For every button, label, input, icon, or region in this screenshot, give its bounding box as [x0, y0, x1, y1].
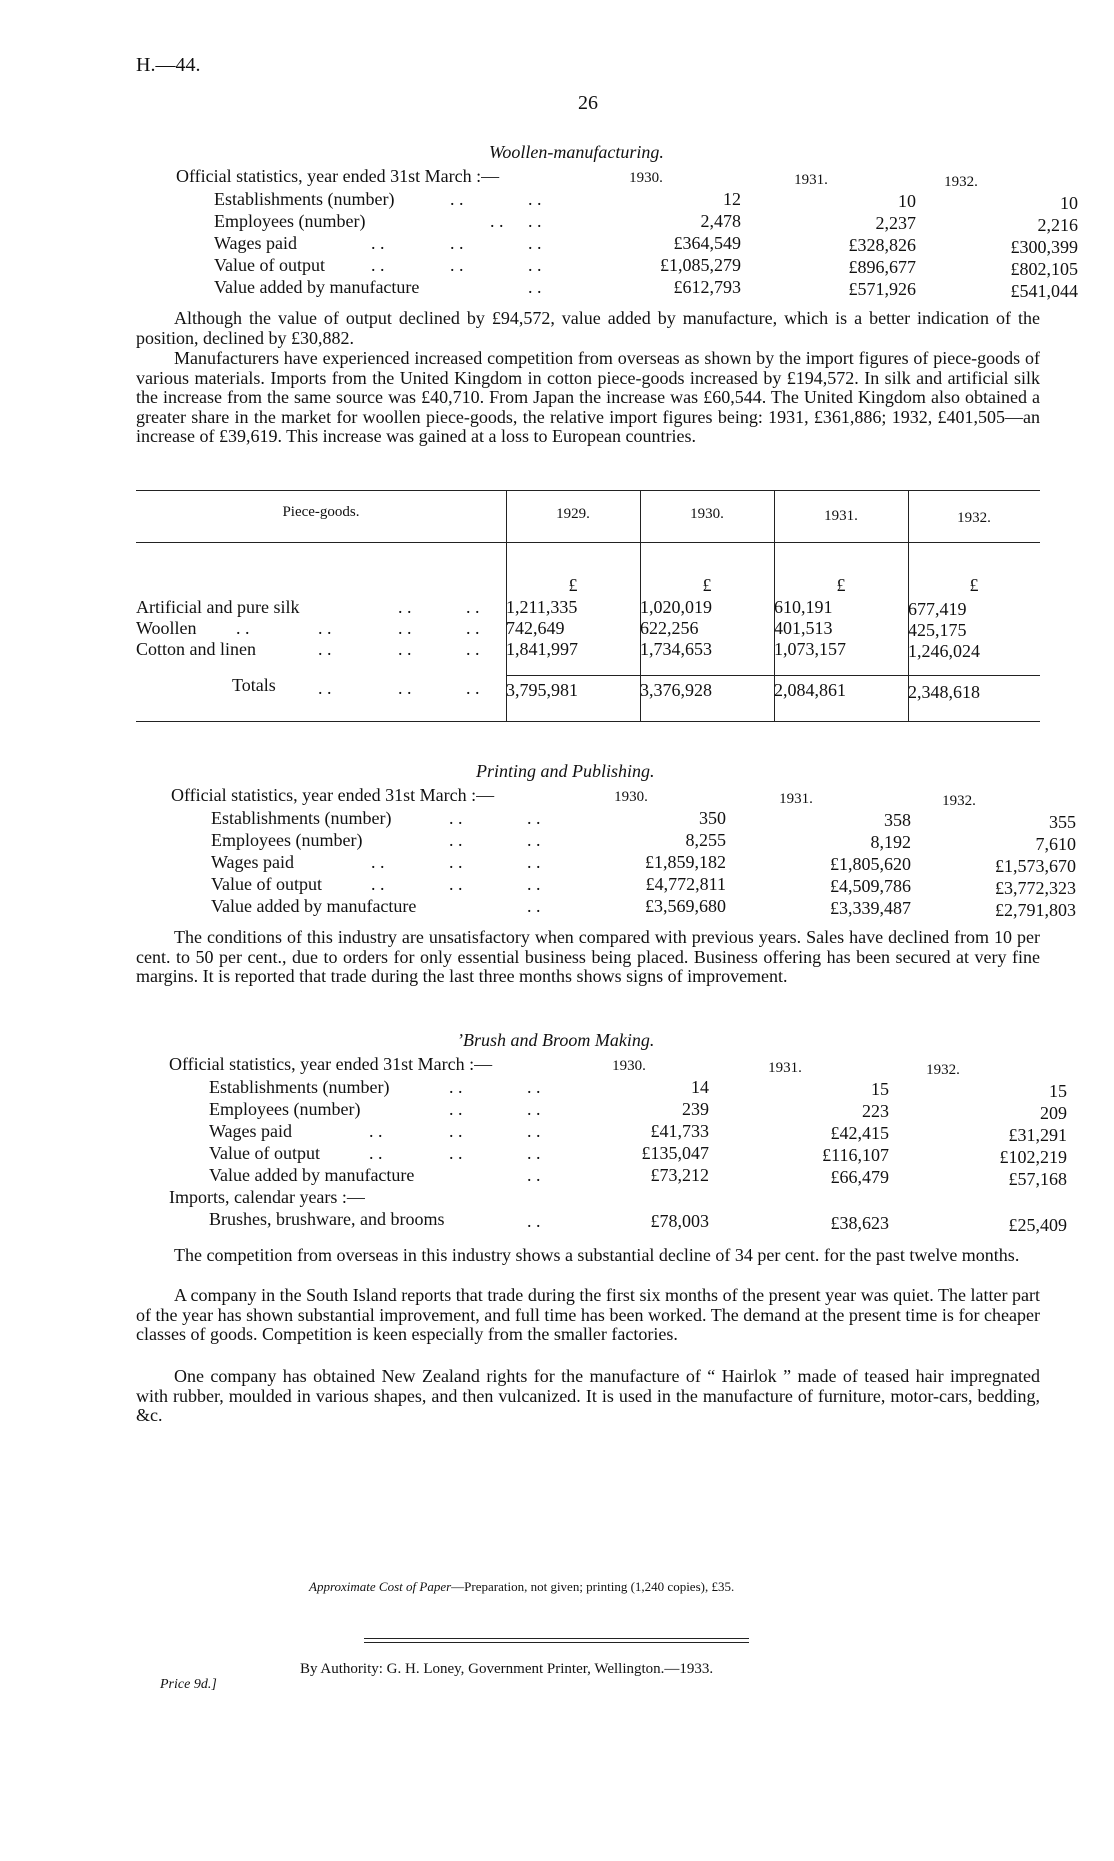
woollen-stats-table: Official statistics, year ended 31st March :— 1930. 1931. 1932. Establishments (number) . . . . 12 10 10 Employees (number) . . . . 2,478 2,237 2,216 Wages paid . . . . . . £364,549 £328,826 £300,399 Value of output . . . . . . £1,085,279 £896,677 £802,105 Value added by manufacture . . £612,793 £571,926 £541,044: [176, 166, 1078, 301]
cell: 1,246,024: [908, 641, 980, 661]
cell: £1,573,670: [995, 856, 1076, 876]
year-header: 1931.: [779, 791, 813, 807]
cell: 12: [723, 189, 741, 209]
cell: 15: [1049, 1081, 1067, 1101]
row-label: Value added by manufacture: [211, 896, 417, 916]
cell: £2,791,803: [995, 900, 1076, 920]
year-header: 1931.: [768, 1060, 802, 1076]
row-label: Value added by manufacture: [214, 277, 420, 297]
cell: 14: [691, 1077, 709, 1097]
unit: £: [969, 575, 979, 595]
document-reference: H.—44.: [136, 54, 201, 76]
total-cell: 3,376,928: [640, 680, 712, 700]
cell: 1,020,019: [640, 597, 712, 617]
cell: 7,610: [1035, 834, 1076, 854]
row-label: Value of output: [214, 255, 325, 275]
cell: 239: [682, 1099, 709, 1119]
cell: £1,859,182: [645, 852, 726, 872]
brush-section-title: ’Brush and Broom Making.: [457, 1030, 655, 1050]
total-cell: 2,348,618: [908, 682, 980, 702]
paragraph: The competition from overseas in this industry shows a substantial decline of 34 per cent. for the past twelve months.: [174, 1245, 1020, 1265]
row-label: Employees (number): [214, 211, 366, 231]
cell: £73,212: [650, 1165, 709, 1185]
cell: 358: [884, 810, 911, 830]
row-label: Establishments (number): [211, 808, 392, 828]
cell: £571,926: [848, 279, 916, 299]
cell: 742,649: [506, 618, 565, 638]
cell: £57,168: [1008, 1169, 1067, 1189]
stats-intro: Official statistics, year ended 31st March :—: [171, 785, 495, 805]
row-label: Wages paid: [211, 852, 295, 872]
cell: 10: [1060, 193, 1078, 213]
cell: £102,219: [999, 1147, 1067, 1167]
cell: £1,085,279: [660, 255, 741, 275]
paragraph: One company has obtained New Zealand rights for the manufacture of “ Hairlok ” made of teased hair impregnated with rubber, moulded in various shapes, and then vulcanized. It is used in the manufacture of furniture, motor-cars, bedding, &c.: [136, 1366, 1040, 1425]
cell: £896,677: [848, 257, 916, 277]
year-header: 1932.: [944, 174, 978, 190]
row-label: Cotton and linen: [136, 639, 256, 659]
cell: 622,256: [640, 618, 699, 638]
price: Price 9d.]: [160, 1677, 217, 1692]
year-header: 1932.: [926, 1062, 960, 1078]
cell: 1,841,997: [506, 639, 578, 659]
cost-note: Approximate Cost of Paper—Preparation, not given; printing (1,240 copies), £35.: [309, 1579, 735, 1594]
cell: £135,047: [641, 1143, 709, 1163]
printing-stats-table: Official statistics, year ended 31st March :— 1930. 1931. 1932. Establishments (number) . . . . 350 358 355 Employees (number) . . . . 8,255 8,192 7,610 Wages paid . . . . . . £1,859,182 £1,805,620 £1,573,670 Value of output . . . . . . £4,772,811 £4,509,786 £3,772,323 Value added by manufacture . . £3,569,680 £3,339,487 £2,791,803: [171, 785, 1076, 920]
row-label: Establishments (number): [209, 1077, 390, 1097]
cell: £612,793: [673, 277, 741, 297]
year-header: 1931.: [794, 172, 828, 188]
row-label: Wages paid: [214, 233, 298, 253]
cell: 209: [1040, 1103, 1067, 1123]
cell: £116,107: [822, 1145, 889, 1165]
cell: £78,003: [650, 1211, 709, 1231]
cell: 2,216: [1037, 215, 1078, 235]
brush-stats-table: Official statistics, year ended 31st March :— 1930. 1931. 1932. Establishments (number) . . . . 14 15 15 Employees (number) . . . . 239 223 209 Wages paid . . . . . . £41,733 £42,415 £31,291 Value of output . . . . . . £135,047 £116,107 £102,219 Value added by manufacture . . £73,212 £66,479 £57,168 Imports, calendar years :— Brushes, brushware, and brooms . . £78,003 £38,623 £25,409: [169, 1054, 1067, 1235]
year-header: 1930.: [629, 170, 663, 186]
authority-line: By Authority: G. H. Loney, Government Printer, Wellington.—1933.: [300, 1661, 714, 1677]
footer-rule: [364, 1642, 749, 1643]
total-cell: 3,795,981: [506, 680, 578, 700]
cell: £31,291: [1008, 1125, 1067, 1145]
cell: £3,772,323: [995, 878, 1076, 898]
row-label: Employees (number): [209, 1099, 361, 1119]
cell: £300,399: [1010, 237, 1078, 257]
cell: £4,772,811: [645, 874, 726, 894]
cell: £4,509,786: [830, 876, 911, 896]
stats-intro: Official statistics, year ended 31st March :—: [169, 1054, 493, 1074]
row-label: Value added by manufacture: [209, 1165, 415, 1185]
cell: £25,409: [1008, 1215, 1067, 1235]
cell: 610,191: [774, 597, 833, 617]
unit: £: [702, 575, 712, 595]
cell: £38,623: [830, 1213, 889, 1233]
cell: 401,513: [774, 618, 833, 638]
cell: 425,175: [908, 620, 967, 640]
cell: £328,826: [848, 235, 916, 255]
cell: £42,415: [830, 1123, 889, 1143]
paragraph: Manufacturers have experienced increased competition from overseas as shown by the import figures of piece-goods of various materials. Imports from the United Kingdom in cotton piece-goods increased by £194,572. In silk and artificial silk the increase from the same source was £40,710. From Japan the increase was £60,544. The United Kingdom also obtained a greater share in the market for woollen piece-goods, the relative import figures being: 1931, £361,886; 1932, £401,505—an increase of £39,619. This increase was gained at a loss to European countries.: [136, 348, 1040, 446]
cell: 1,073,157: [774, 639, 846, 659]
year-header: 1930.: [690, 506, 724, 522]
row-label: Value of output: [209, 1143, 320, 1163]
row-label: Value of output: [211, 874, 322, 894]
cell: 8,255: [685, 830, 726, 850]
totals-label: Totals: [232, 675, 276, 695]
cell: £541,044: [1010, 281, 1078, 301]
cell: 1,734,653: [640, 639, 712, 659]
cell: 2,237: [875, 213, 916, 233]
year-header: 1932.: [942, 793, 976, 809]
unit: £: [836, 575, 846, 595]
paragraph: Although the value of output declined by £94,572, value added by manufacture, which is a better indication of the position, declined by £30,882.: [136, 308, 1040, 348]
cell: 350: [699, 808, 726, 828]
page-number: 26: [578, 92, 598, 114]
cell: £1,805,620: [830, 854, 911, 874]
imports-label: Imports, calendar years :—: [169, 1187, 365, 1207]
year-header: 1930.: [612, 1058, 646, 1074]
cell: £66,479: [830, 1167, 889, 1187]
total-cell: 2,084,861: [774, 680, 846, 700]
cell: 1,211,335: [506, 597, 578, 617]
piece-goods-table: Piece-goods. 1929. 1930. 1931. 1932. £ £ £ £ Artificial and pure silk . . . . 1,211,335 1,020,019 610,191 677,419 Woollen . . . . . . . . 742,649 622,256 401,513 425,175 Cotton and linen . . . . . . 1,841,997 1,734,653 1,073,157 1,246,024 Totals . . . . . . 3,795,981 3,376,928 2,084,861 2,348,618: [136, 490, 1040, 726]
cell: 677,419: [908, 599, 967, 619]
cell: 355: [1049, 812, 1076, 832]
cell: £364,549: [673, 233, 741, 253]
row-label: Woollen: [136, 618, 197, 638]
paragraph: The conditions of this industry are unsatisfactory when compared with previous years. Sales have declined from 10 per cent. to 50 per cent., due to orders for only essential business being placed. Business offering has been secured at very fine margins. It is reported that trade during the last three months shows signs of improvement.: [136, 927, 1040, 986]
row-label: Employees (number): [211, 830, 363, 850]
cell: 223: [862, 1101, 889, 1121]
footer-rule: [364, 1638, 749, 1639]
row-label: Brushes, brushware, and brooms: [209, 1209, 445, 1229]
cell: 2,478: [700, 211, 741, 231]
stats-intro: Official statistics, year ended 31st March :—: [176, 166, 500, 186]
row-label: Wages paid: [209, 1121, 293, 1141]
column-header-piece-goods: Piece-goods.: [282, 504, 360, 520]
printing-section-title: Printing and Publishing.: [476, 761, 655, 781]
year-header: 1931.: [824, 508, 858, 524]
cell: 8,192: [870, 832, 911, 852]
cell: £802,105: [1010, 259, 1078, 279]
year-header: 1930.: [614, 789, 648, 805]
cell: £3,569,680: [645, 896, 726, 916]
year-header: 1929.: [556, 506, 590, 522]
year-header: 1932.: [957, 510, 991, 526]
paragraph: A company in the South Island reports that trade during the first six months of the present year was quiet. The latter part of the year has shown substantial improvement, and full time has been worked. The demand at the present time is for cheaper classes of goods. Competition is keen especially from the smaller factories.: [136, 1285, 1040, 1344]
unit: £: [568, 575, 578, 595]
cell: £41,733: [650, 1121, 709, 1141]
cell: 15: [871, 1079, 889, 1099]
row-label: Establishments (number): [214, 189, 395, 209]
woollen-section-title: Woollen-manufacturing.: [489, 142, 664, 162]
cell: 10: [898, 191, 916, 211]
cell: £3,339,487: [830, 898, 911, 918]
row-label: Artificial and pure silk: [136, 597, 300, 617]
